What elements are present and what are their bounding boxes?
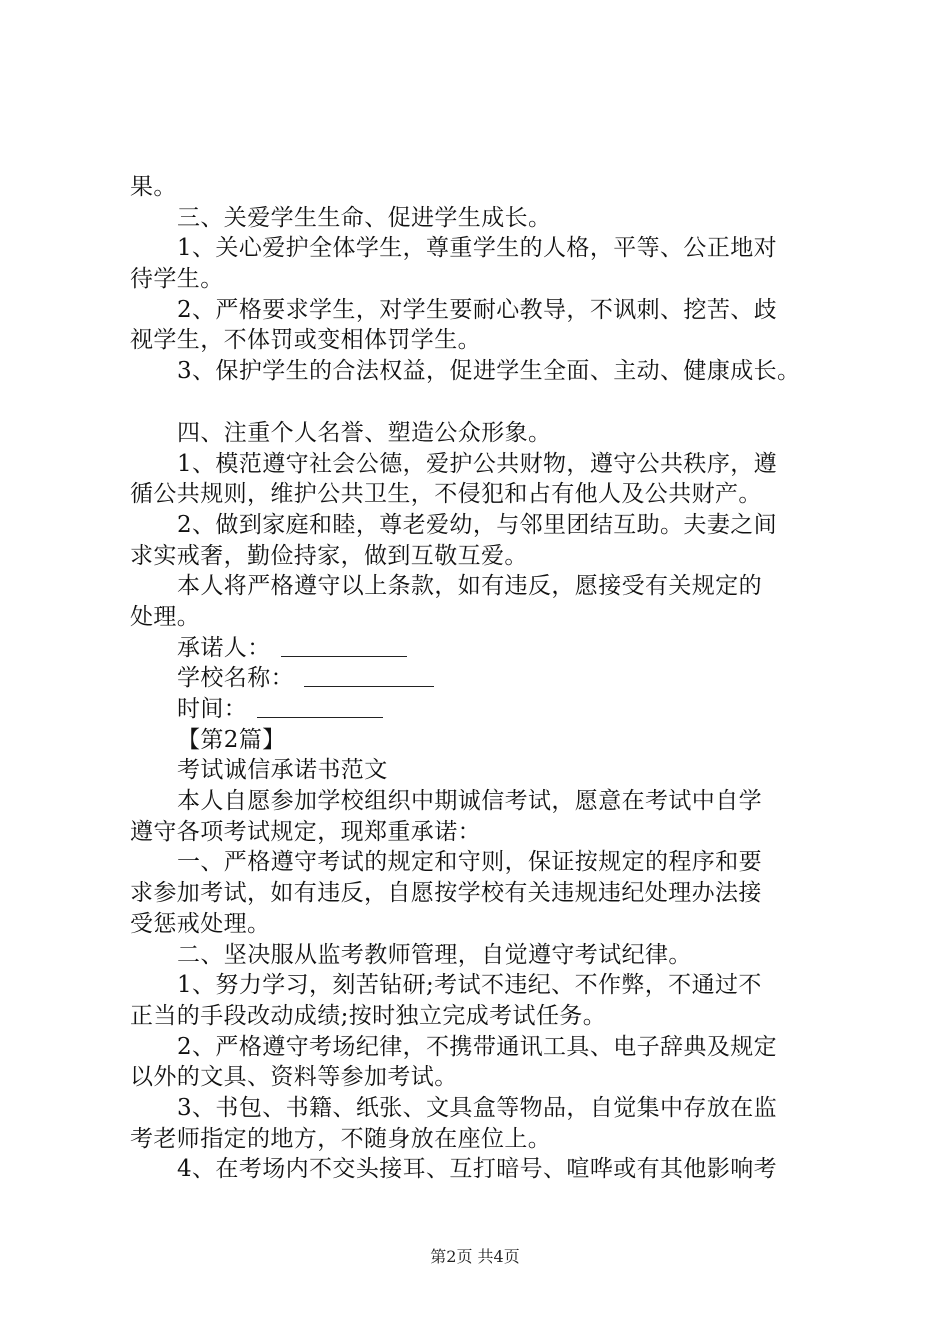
document-body <box>130 172 835 1185</box>
date-field <box>130 694 835 725</box>
text-line: 视学生，不体罚或变相体罚学生。 <box>130 327 481 354</box>
text-line: 2、严格遵守考场纪律，不携带通讯工具、电子辞典及规定 <box>177 1033 778 1060</box>
text-line: 求实戒奢，勤俭持家，做到互敬互爱。 <box>130 542 528 569</box>
signer-blank <box>281 636 407 657</box>
text-line: 1、关心爱护全体学生，尊重学生的人格，平等、公正地对 <box>177 235 778 262</box>
date-label: 时间： <box>177 696 248 722</box>
text-line: 3、书包、书籍、纸张、文具盒等物品，自觉集中存放在监 <box>177 1094 778 1121</box>
text-line: 以外的文具、资料等参加考试。 <box>130 1064 458 1091</box>
text-line: 一、严格遵守考试的规定和守则，保证按规定的程序和要 <box>177 849 762 876</box>
part-heading: 【第2篇】 <box>177 726 286 753</box>
text-line: 待学生。 <box>130 266 224 293</box>
text-line: 4、在考场内不交头接耳、互打暗号、喧哗或有其他影响考 <box>177 1156 778 1183</box>
section-heading: 四、注重个人名誉、塑造公众形象。 <box>177 419 552 446</box>
text-line: 处理。 <box>130 603 201 630</box>
text-line: 受惩戒处理。 <box>130 910 271 937</box>
document-title: 考试诚信承诺书范文 <box>177 757 388 784</box>
school-name-field <box>130 663 835 694</box>
text-line: 本人将严格遵守以上条款，如有违反，愿接受有关规定的 <box>177 573 762 600</box>
section-heading: 三、关爱学生生命、促进学生成长。 <box>177 204 552 231</box>
school-name-label: 学校名称： <box>177 665 294 692</box>
signer-field <box>130 633 835 664</box>
text-line: 循公共规则，维护公共卫生，不侵犯和占有他人及公共财产。 <box>130 481 762 508</box>
text-line: 考老师指定的地方，不随身放在座位上。 <box>130 1125 552 1152</box>
text-line: 求参加考试，如有违反，自愿按学校有关违规违纪处理办法接 <box>130 880 762 907</box>
text-line: 3、保护学生的合法权益，促进学生全面、主动、健康成长。 <box>177 358 801 385</box>
paragraph-gap <box>130 387 835 418</box>
text-line: 果。 <box>130 174 177 200</box>
text-line: 遵守各项考试规定，现郑重承诺： <box>130 818 481 845</box>
text-line: 1、努力学习，刻苦钻研;考试不违纪、不作弊，不通过不 <box>177 972 762 999</box>
text-line: 2、做到家庭和睦，尊老爱幼，与邻里团结互助。夫妻之间 <box>177 511 778 538</box>
date-blank <box>257 697 383 718</box>
text-line: 2、严格要求学生，对学生要耐心教导，不讽刺、挖苦、歧 <box>177 296 778 323</box>
page-footer: 第2页 共4页 <box>430 1247 520 1266</box>
text-line: 本人自愿参加学校组织中期诚信考试，愿意在考试中自学 <box>177 788 762 815</box>
school-name-blank <box>304 666 434 687</box>
text-line: 正当的手段改动成绩;按时独立完成考试任务。 <box>130 1002 607 1029</box>
text-line: 1、模范遵守社会公德，爱护公共财物，遵守公共秩序，遵 <box>177 450 778 477</box>
section-heading: 二、坚决服从监考教师管理，自觉遵守考试纪律。 <box>177 941 692 968</box>
signer-label: 承诺人： <box>177 634 271 661</box>
